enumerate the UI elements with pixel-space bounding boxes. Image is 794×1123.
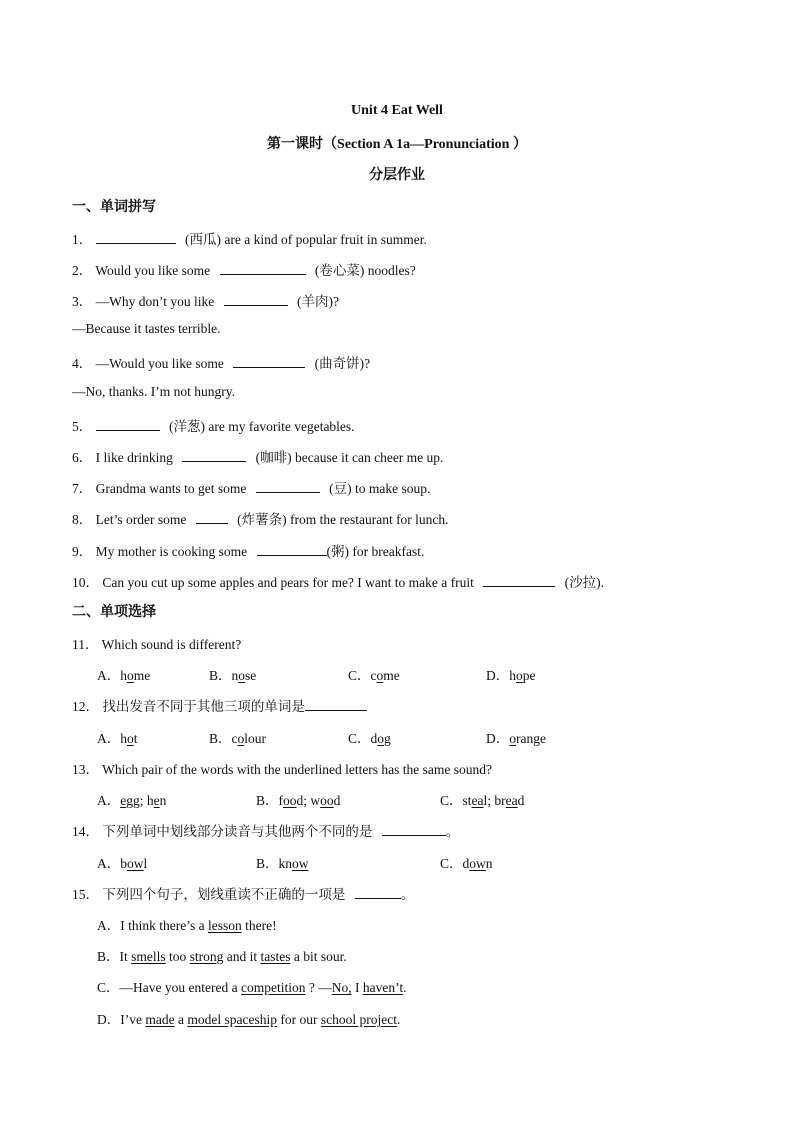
option-label: D． (486, 731, 510, 746)
answer-blank[interactable] (182, 448, 246, 462)
sentence-text: —Why don’t you like (95, 294, 215, 309)
option-c[interactable] (97, 976, 406, 996)
answer-blank[interactable] (224, 292, 288, 306)
q-number: 3． (72, 294, 93, 309)
hint: (卷心菜) (314, 263, 365, 278)
option-label: B． (209, 668, 232, 683)
punctuation: 。 (445, 824, 460, 839)
question-3-answer: —Because it tastes terrible. (72, 321, 221, 336)
option-a[interactable] (97, 914, 277, 934)
word-part: g (384, 731, 391, 746)
answer-blank[interactable] (256, 479, 320, 493)
sentence-text: are my favorite vegetables. (208, 419, 355, 434)
word-part: l (143, 856, 148, 871)
hint: (曲奇饼)? (314, 356, 371, 371)
underlined-letters: o (127, 731, 134, 746)
sentence-text: . (403, 980, 407, 995)
hint: (洋葱) (169, 419, 205, 434)
punctuation: 。 (400, 887, 415, 902)
answer-blank[interactable] (96, 417, 160, 431)
sentence-text: to make soup. (354, 481, 431, 496)
answer-blank[interactable] (96, 230, 176, 244)
option-label: A． (97, 856, 121, 871)
underlined-letters: o (377, 731, 385, 746)
underlined-word: competition (240, 980, 306, 995)
sentence-text: and it (226, 949, 258, 964)
word-part: me (133, 668, 151, 683)
answer-blank[interactable] (220, 261, 306, 275)
section-spelling: 一、单词拼写 (72, 200, 156, 215)
option-label: D． (486, 668, 510, 683)
option-label: C． (97, 980, 120, 995)
word-part: gg; h (126, 793, 154, 808)
q-number: 6． (72, 450, 93, 465)
option-a[interactable] (97, 852, 147, 872)
sentence-text: —Have you entered a (119, 980, 238, 995)
underlined-word: made (145, 1012, 175, 1027)
sentence-text: I (354, 980, 360, 995)
word-part: t (133, 731, 138, 746)
option-label: A． (97, 731, 121, 746)
question-4-answer: —No, thanks. I’m not hungry. (72, 384, 235, 399)
option-label: C． (440, 856, 463, 871)
question-13 (72, 758, 492, 778)
section-multiple-choice: 二、单项选择 (72, 605, 156, 620)
underlined-letters: o (509, 731, 516, 746)
word-part: st (462, 793, 472, 808)
option-label: A． (97, 918, 121, 933)
word-part: f (278, 793, 284, 808)
option-d[interactable] (486, 664, 536, 684)
underlined-letters: o (238, 668, 246, 683)
hint: (炸薯条) (237, 512, 287, 527)
underlined-word: lesson (207, 918, 242, 933)
underlined-letters: oo (320, 793, 334, 808)
word-part: n (159, 793, 167, 808)
option-c[interactable] (440, 852, 493, 872)
underlined-letters: e (120, 793, 127, 808)
q-number: 12． (72, 699, 99, 714)
question-7 (72, 477, 430, 497)
option-c[interactable] (348, 664, 400, 684)
question-6 (72, 446, 443, 466)
word-part: b (120, 856, 127, 871)
option-c[interactable] (348, 727, 391, 747)
underlined-letters: e (153, 793, 160, 808)
homework-label: 分层作业 (369, 168, 425, 183)
underlined-letters: o (516, 668, 523, 683)
question-1 (72, 228, 427, 248)
underlined-letters: ow (292, 856, 309, 871)
option-b[interactable] (97, 945, 347, 965)
sentence-text: My mother is cooking some (95, 544, 248, 559)
word-part: pe (522, 668, 536, 683)
word-part: d; w (296, 793, 321, 808)
option-label: A． (97, 668, 121, 683)
word-part: h (509, 668, 516, 683)
answer-blank[interactable] (233, 354, 305, 368)
underlined-letters: ow (469, 856, 486, 871)
q-number: 11． (72, 637, 99, 652)
sentence-text: I think there’s a (120, 918, 205, 933)
option-label: C． (348, 668, 371, 683)
option-b[interactable] (256, 789, 340, 809)
lesson-subtitle: 第一课时（Section A 1a—Pronunciation ） (267, 137, 527, 152)
option-label: B． (256, 856, 279, 871)
underlined-letters: o (127, 668, 134, 683)
question-11 (72, 633, 241, 653)
question-8 (72, 508, 449, 528)
option-b[interactable] (256, 852, 309, 872)
word-part: lour (244, 731, 267, 746)
q-number: 4． (72, 356, 93, 371)
underlined-word: smells (131, 949, 166, 964)
word-part: n (485, 856, 493, 871)
word-part: me (383, 668, 400, 683)
question-15 (72, 883, 414, 903)
answer-blank[interactable] (257, 542, 327, 556)
option-a[interactable] (97, 789, 166, 809)
word-part: se (245, 668, 257, 683)
q-number: 14． (72, 824, 99, 839)
underlined-letters: oo (283, 793, 297, 808)
underlined-word: model spaceship (187, 1012, 277, 1027)
hint: (咖啡) (255, 450, 292, 465)
option-label: B． (209, 731, 232, 746)
sentence-text: Let’s order some (95, 512, 187, 527)
word-part: kn (278, 856, 293, 871)
unit-title: Unit 4 Eat Well (351, 103, 443, 118)
hint: (粥) (326, 544, 349, 559)
sentence-text: . (396, 1012, 401, 1027)
sentence-text: I’ve (120, 1012, 142, 1027)
q-number: 9． (72, 544, 93, 559)
question-text: Which pair of the words with the underlined letters has the same sound? (102, 762, 493, 777)
sentence-text: for breakfast. (352, 544, 425, 559)
q-number: 7． (72, 481, 93, 496)
question-10 (72, 571, 604, 591)
sentence-text: ? — (308, 980, 332, 995)
hint: (沙拉). (564, 575, 605, 590)
sentence-text: Grandma wants to get some (95, 481, 247, 496)
q-number: 2． (72, 263, 93, 278)
word-part: d (462, 856, 470, 871)
underlined-letters: o (237, 731, 245, 746)
option-b[interactable] (209, 727, 266, 747)
underlined-letters: ea (505, 793, 518, 808)
sentence-text: Can you cut up some apples and pears for me? I want to make a fruit (102, 575, 474, 590)
question-2 (72, 259, 416, 279)
answer-blank[interactable] (305, 697, 367, 711)
word-part: l; br (483, 793, 506, 808)
word-part: c (370, 668, 377, 683)
sentence-text: there! (245, 918, 277, 933)
q-number: 10． (72, 575, 99, 590)
word-part: d (370, 731, 378, 746)
sentence-text: noodles? (367, 263, 416, 278)
underlined-letters: ow (127, 856, 144, 871)
hint: (豆) (329, 481, 352, 496)
word-part: d (333, 793, 341, 808)
sentence-text: for our (280, 1012, 318, 1027)
sentence-text: a (177, 1012, 184, 1027)
option-label: B． (256, 793, 279, 808)
sentence-text: are a kind of popular fruit in summer. (224, 232, 427, 247)
answer-blank[interactable] (382, 822, 446, 836)
underlined-word: strong (189, 949, 224, 964)
q-number: 13． (72, 762, 99, 777)
q-number: 8． (72, 512, 93, 527)
word-part: h (120, 731, 127, 746)
question-text: Which sound is different? (101, 637, 242, 652)
sentence-text: because it can cheer me up. (295, 450, 444, 465)
word-part: h (120, 668, 127, 683)
question-text: 下列四个句子，划线重读不正确的一项是 (102, 887, 346, 902)
answer-blank[interactable] (196, 510, 228, 524)
underlined-word: haven’t (362, 980, 404, 995)
question-text: 找出发音不同于其他三项的单词是 (102, 699, 305, 714)
word-part: range (516, 731, 546, 746)
option-d[interactable] (97, 1008, 400, 1028)
sentence-text: from the restaurant for lunch. (289, 512, 449, 527)
option-d[interactable] (486, 727, 546, 747)
q-number: 1． (72, 232, 93, 247)
hint: (西瓜) (185, 232, 221, 247)
sentence-text: a bit sour. (293, 949, 347, 964)
answer-blank[interactable] (483, 573, 555, 587)
underlined-word: No, (331, 980, 352, 995)
option-c[interactable] (440, 789, 524, 809)
word-part: c (231, 731, 238, 746)
question-3 (72, 290, 339, 310)
sentence-text: Would you like some (95, 263, 211, 278)
option-label: A． (97, 793, 121, 808)
underlined-letters: o (376, 668, 384, 683)
sentence-text: too (169, 949, 187, 964)
question-text: 下列单词中划线部分读音与其他两个不同的是 (102, 824, 373, 839)
q-number: 5． (72, 419, 93, 434)
underlined-letters: ea (471, 793, 484, 808)
option-label: C． (348, 731, 371, 746)
sentence-text: I like drinking (95, 450, 173, 465)
option-a[interactable] (97, 664, 150, 684)
hint: (羊肉)? (297, 294, 339, 309)
option-label: D． (97, 1012, 121, 1027)
underlined-word: school project (320, 1012, 397, 1027)
q-number: 15． (72, 887, 99, 902)
word-part: d (517, 793, 525, 808)
underlined-word: tastes (260, 949, 291, 964)
question-14 (72, 820, 459, 840)
option-b[interactable] (209, 664, 256, 684)
option-label: C． (440, 793, 463, 808)
sentence-text: —Would you like some (95, 356, 224, 371)
option-label: B． (97, 949, 120, 964)
question-9 (72, 540, 424, 560)
question-4 (72, 352, 370, 372)
answer-blank[interactable] (355, 885, 401, 899)
question-5 (72, 415, 355, 435)
question-12 (72, 695, 367, 715)
sentence-text: It (119, 949, 128, 964)
option-a[interactable] (97, 727, 138, 747)
word-part: n (231, 668, 239, 683)
